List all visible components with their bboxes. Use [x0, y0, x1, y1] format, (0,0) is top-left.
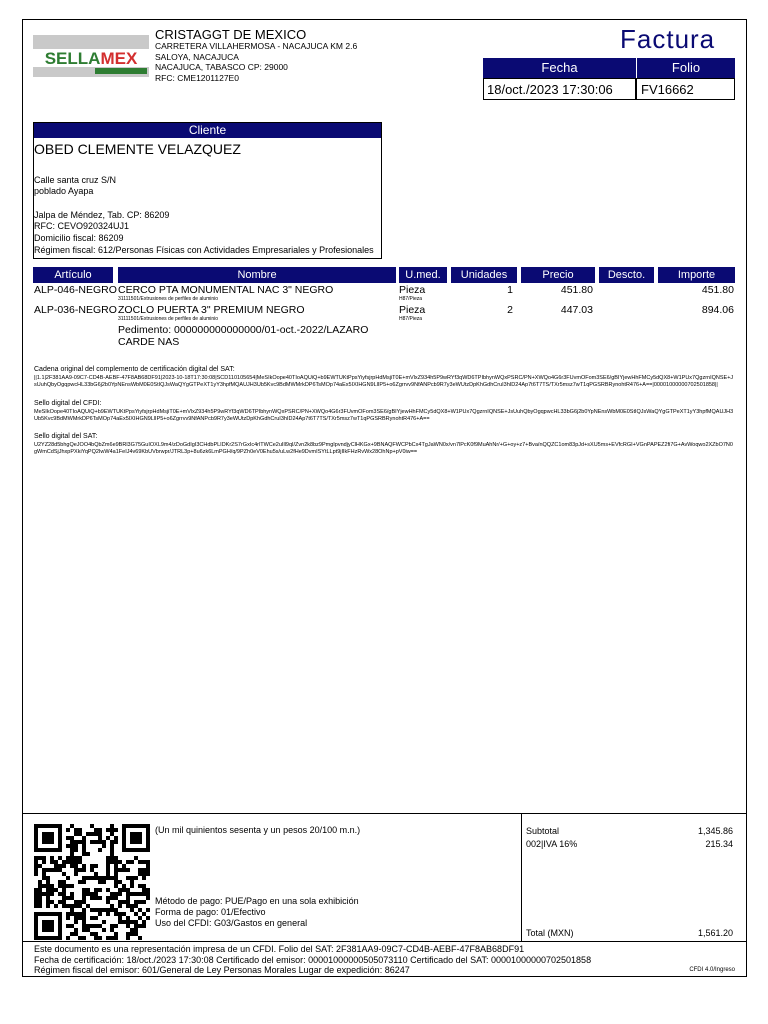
iva-label: 002|IVA 16% — [526, 839, 578, 849]
subtotal-label: Subtotal — [526, 826, 560, 836]
row2-nombre: ZOCLO PUERTA 3" PREMIUM NEGRO — [118, 304, 305, 316]
issuer-address-1: CARRETERA VILLAHERMOSA - NACAJUCA KM 2.6 — [155, 41, 358, 51]
row2-articulo: ALP-036-NEGRO — [34, 304, 117, 316]
client-locality: poblado Ayapa — [34, 186, 94, 196]
row1-unidades: 1 — [507, 284, 513, 296]
sello-cfdi-label: Sello digital del CFDI: — [34, 400, 102, 407]
row1-umed-code: H87/Pieza — [399, 296, 423, 302]
row1-articulo: ALP-046-NEGRO — [34, 284, 117, 296]
issuer-block — [155, 28, 357, 83]
row2-importe: 894.06 — [701, 304, 734, 316]
client-header: Cliente — [34, 123, 381, 138]
totals-vertical-divider — [521, 813, 522, 941]
footer — [34, 944, 591, 976]
row2-pedimento: Pedimento: 000000000000000/01-oct.-2022/LAZARO CARDE NAS — [118, 324, 369, 348]
cfdi-version: CFDI 4.0/Ingreso — [689, 967, 735, 973]
amount-in-words: (Un mil quinientos sesenta y un pesos 20/100 m.n.) — [155, 825, 361, 835]
sello-cfdi-value: MeSIkOope40TIoAQUiQ+b9EWTUKtPpsYiyfsjrpHdMsjiT0E+mVlxZ934h5P9wRYf3qWD6TPIbhynWQxPSRC/PN+XWQo4G6r3FUvmOFom3SE6/gBIYjewHhFMCy5dQX8+W1PUx7QgzrnIQNSE+JsUuhQbyOgqpwcHL33bG6j2b0YpNEnsWbM0E0StIQJsWaQYgGTPeXT1yY3hpfMQAUJH3Ub5Kvc9BdMWMrkDP6TsMOp74aEx5IXIHGN9LlIP5+o6Zgrrvv9NfANPcb9R7y3eWUtzDpKhGdhCruI3hID24Ap7t6T7TS/TXr5msz7wT1qPGSRBRynohtR476+A== — [34, 409, 734, 422]
col-header-precio: Precio — [521, 267, 595, 283]
row2-umed-code: H87/Pieza — [399, 316, 423, 322]
folio-header: Folio — [637, 58, 735, 78]
payment-info — [155, 896, 359, 929]
uso-cfdi: Uso del CFDI: G03/Gastos en general — [155, 918, 308, 928]
document-title: Factura — [620, 24, 716, 54]
col-header-articulo: Artículo — [33, 267, 113, 283]
svg-text:SELLAMEX: SELLAMEX — [44, 49, 138, 68]
issuer-rfc: RFC: CME1201127E0 — [155, 72, 239, 83]
fecha-header: Fecha — [483, 58, 636, 78]
client-city: Jalpa de Méndez, Tab. CP: 86209 — [34, 210, 170, 220]
footer-line-2: Fecha de certificación: 18/oct./2023 17:30:08 Certificado del emisor: 00001000000505073110 Certificado del SAT: 00001000000702501858 — [34, 954, 592, 965]
subtotal-value: 1,345.86 — [697, 826, 733, 836]
col-header-umed: U.med. — [399, 267, 447, 283]
footer-line-1: Este documento es una representación impresa de un CFDI. Folio del SAT: 2F381AA9-09C7-CD4B-AEBF-47F8AB68DF91 — [34, 944, 525, 954]
folio-value: FV16662 — [636, 78, 735, 100]
col-header-importe: Importe — [658, 267, 735, 283]
total-value: 1,561.20 — [697, 928, 733, 938]
client-street: Calle santa cruz S/N — [34, 175, 117, 185]
client-rfc: RFC: CEVO920324UJ1 — [34, 221, 130, 231]
client-name: OBED CLEMENTE VELAZQUEZ — [34, 141, 241, 157]
row1-importe: 451.80 — [701, 284, 734, 296]
row2-precio: 447.03 — [560, 304, 593, 316]
row1-nombre: CERCO PTA MONUMENTAL NAC 3" NEGRO — [118, 284, 334, 296]
col-header-nombre: Nombre — [118, 267, 396, 283]
issuer-name: CRISTAGGT DE MEXICO — [155, 27, 307, 42]
footer-line-3: Régimen fiscal del emisor: 601/General de Ley Personas Morales Lugar de expedición: 86247 — [34, 965, 410, 975]
metodo-pago: Método de pago: PUE/Pago en una sola exhibición — [155, 896, 359, 906]
cadena-label: Cadena original del complemento de certificación digital del SAT: — [34, 366, 235, 373]
totals-top-divider — [22, 813, 747, 814]
row1-umed: Pieza — [399, 284, 426, 296]
sello-sat-value: U2YZ28d5bhgQeJOO4bQbZm6e9BRl3G75GuIOXL9m4/zDoGdIgI3CHdbPLIDKr2S7rGxIc4rlTWCe2uIll9qI/Zvn2k8bz9PmgIpvndjyClHKGx+9BNAQFWCPbCx4TgJaWN0x/vn7lPcK0f9MuAhNr/+G+oy+z7+Bva/nQQZC1om83pJd+sXU5ms+EVfcRGI+VGnPAPEZ2fi7G+AvWoqwo2XZbO7N0gWmCdSjJhxpPXkiYqPQ2IwW4a1FeIJ4v69KbUVbrwpr/JTRL3p+8u6zk6LmPGH/q/9PZh0eV0Ehu5s/uLw2fHe9DvmISYtLLpt9jIIkFHzRvWx28OhNp+pV0iw== — [34, 442, 733, 455]
col-header-unidades: Unidades — [451, 267, 517, 283]
row2-clave: 31111501/Extrusiones de perfiles de aluminio — [118, 316, 219, 322]
client-domicilio: Domicilio fiscal: 86209 — [34, 233, 124, 243]
row2-umed: Pieza — [399, 304, 426, 316]
sellamex-logo-icon — [33, 35, 149, 77]
qr-code-icon — [34, 824, 150, 940]
row1-precio: 451.80 — [560, 284, 593, 296]
sello-sat-label: Sello digital del SAT: — [34, 433, 98, 440]
forma-pago: Forma de pago: 01/Efectivo — [155, 907, 266, 917]
cadena-value: ||1.1|2F381AA9-09C7-CD4B-AEBF-47F8AB68DF91|2023-10-18T17:30:08|SCD110105654|MeSIkOope40TIoAQUiQ+b9EWTUKtPpsYiyfsjrpHdMsjiT0E+mVlxZ934h5P9wRYf3qWD6TPIbhynWQxPSRC/PN+XWQo4G6r3FUvmOFom3SE6/gBIYjewHhFMCy5dQX8+W1PUx7QgzrnIQNSE+JsUuhQbyOgqpwcHL33bG6j2b0YpNEnsWbM0E0StIQJsWaQYgGTPeXT1yY3hpfMQAUJH3Ub5Kvc9BdMWMrkDP6TsMOp74aEx5IXIHGN9LlIP5+o6Zgrrvv9NfANPcb9R7y3eWUtzDpKhGdhCruI3hID24Ap7t6T7TS/TXr5msz7wT1qPGSRBRynohtR476+A==|00001000000702501858|| — [34, 375, 734, 388]
iva-value: 215.34 — [705, 839, 733, 849]
issuer-address-3: NACAJUCA, TABASCO CP: 29000 — [155, 62, 288, 72]
client-regimen: Régimen fiscal: 612/Personas Físicas con Actividades Empresariales y Profesionales — [34, 245, 374, 255]
col-header-descto: Descto. — [599, 267, 654, 283]
fecha-value: 18/oct./2023 17:30:06 — [483, 78, 636, 100]
totals-bottom-divider — [22, 941, 747, 942]
row2-unidades: 2 — [507, 304, 513, 316]
issuer-address-2: SALOYA, NACAJUCA — [155, 51, 239, 62]
total-label: Total (MXN) — [526, 928, 574, 938]
row1-clave: 31111501/Extrusiones de perfiles de aluminio — [118, 296, 219, 302]
